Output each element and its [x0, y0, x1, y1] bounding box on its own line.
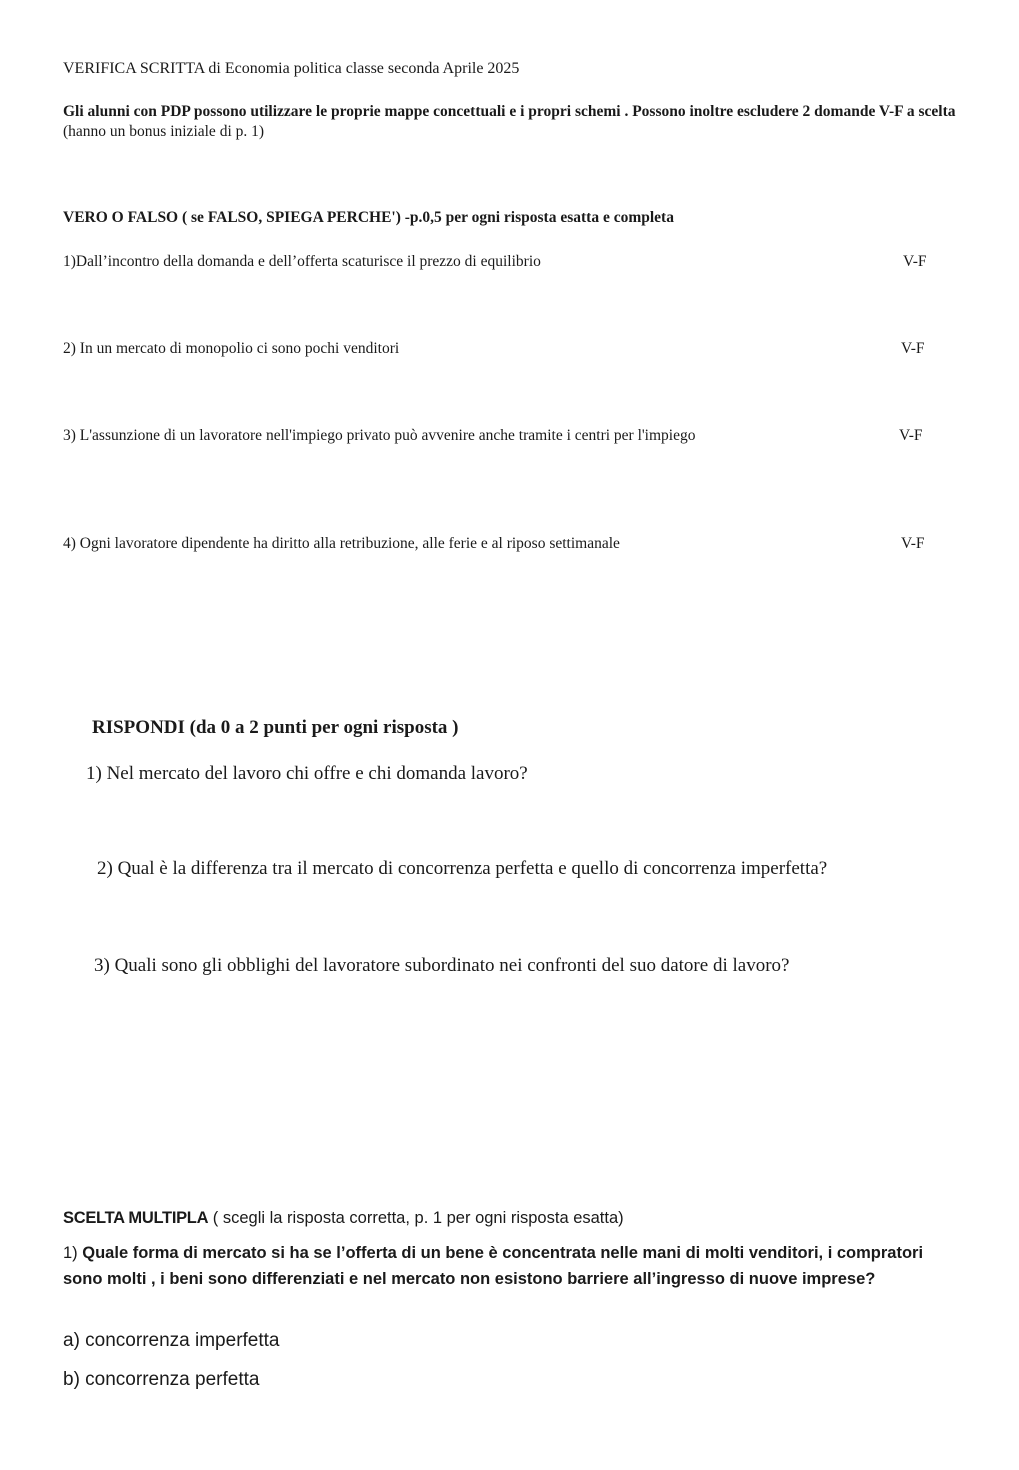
tf-question-4: 4) Ogni lavoratore dipendente ha diritto alla retribuzione, alle ferie e al riposo settimanale: [63, 535, 620, 552]
tf-choice-2[interactable]: V-F: [901, 340, 925, 357]
tf-question-3: 3) L'assunzione di un lavoratore nell'impiego privato può avvenire anche tramite i centri per l'impiego: [63, 427, 696, 444]
multiple-choice-heading-note: ( scegli la risposta corretta, p. 1 per ogni risposta esatta): [208, 1209, 624, 1227]
tf-choice-4[interactable]: V-F: [901, 535, 925, 552]
pdp-bonus-note: (hanno un bonus iniziale di p. 1): [63, 123, 265, 140]
multiple-choice-heading: [63, 1209, 624, 1228]
mc-option-a[interactable]: a) concorrenza imperfetta: [63, 1330, 280, 1351]
open-question-1: 1) Nel mercato del lavoro chi offre e chi domanda lavoro?: [86, 763, 528, 784]
mc-question-number: 1): [63, 1244, 83, 1262]
tf-question-2: 2) In un mercato di monopolio ci sono pochi venditori: [63, 340, 400, 357]
document-title: VERIFICA SCRITTA di Economia politica classe seconda Aprile 2025: [63, 60, 520, 77]
pdp-instructions: [63, 102, 983, 142]
true-false-heading: VERO O FALSO ( se FALSO, SPIEGA PERCHE') -p.0,5 per ogni risposta esatta e completa: [63, 209, 674, 226]
open-question-3: 3) Quali sono gli obblighi del lavoratore subordinato nei confronti del suo datore di lavoro?: [94, 955, 790, 976]
open-question-2: 2) Qual è la differenza tra il mercato di concorrenza perfetta e quello di concorrenza imperfetta?: [97, 858, 828, 879]
multiple-choice-heading-bold: SCELTA MULTIPLA: [63, 1209, 209, 1227]
tf-choice-1[interactable]: V-F: [903, 253, 927, 270]
mc-question-text: Quale forma di mercato si ha se l’offerta di un bene è concentrata nelle mani di molti venditori, i compratori sono molti , i beni sono differenziati e nel mercato non esistono barriere all’ingresso di nuove imprese?: [63, 1244, 924, 1288]
mc-question-1: [63, 1240, 943, 1292]
mc-option-b[interactable]: b) concorrenza perfetta: [63, 1369, 260, 1390]
pdp-instructions-bold: Gli alunni con PDP possono utilizzare le proprie mappe concettuali e i propri schemi . Possono inoltre escludere 2 domande V-F a scelta: [63, 103, 956, 120]
open-questions-heading: RISPONDI (da 0 a 2 punti per ogni risposta ): [92, 717, 459, 738]
tf-choice-3[interactable]: V-F: [899, 427, 923, 444]
tf-question-1: 1)Dall’incontro della domanda e dell’offerta scaturisce il prezzo di equilibrio: [63, 253, 541, 270]
